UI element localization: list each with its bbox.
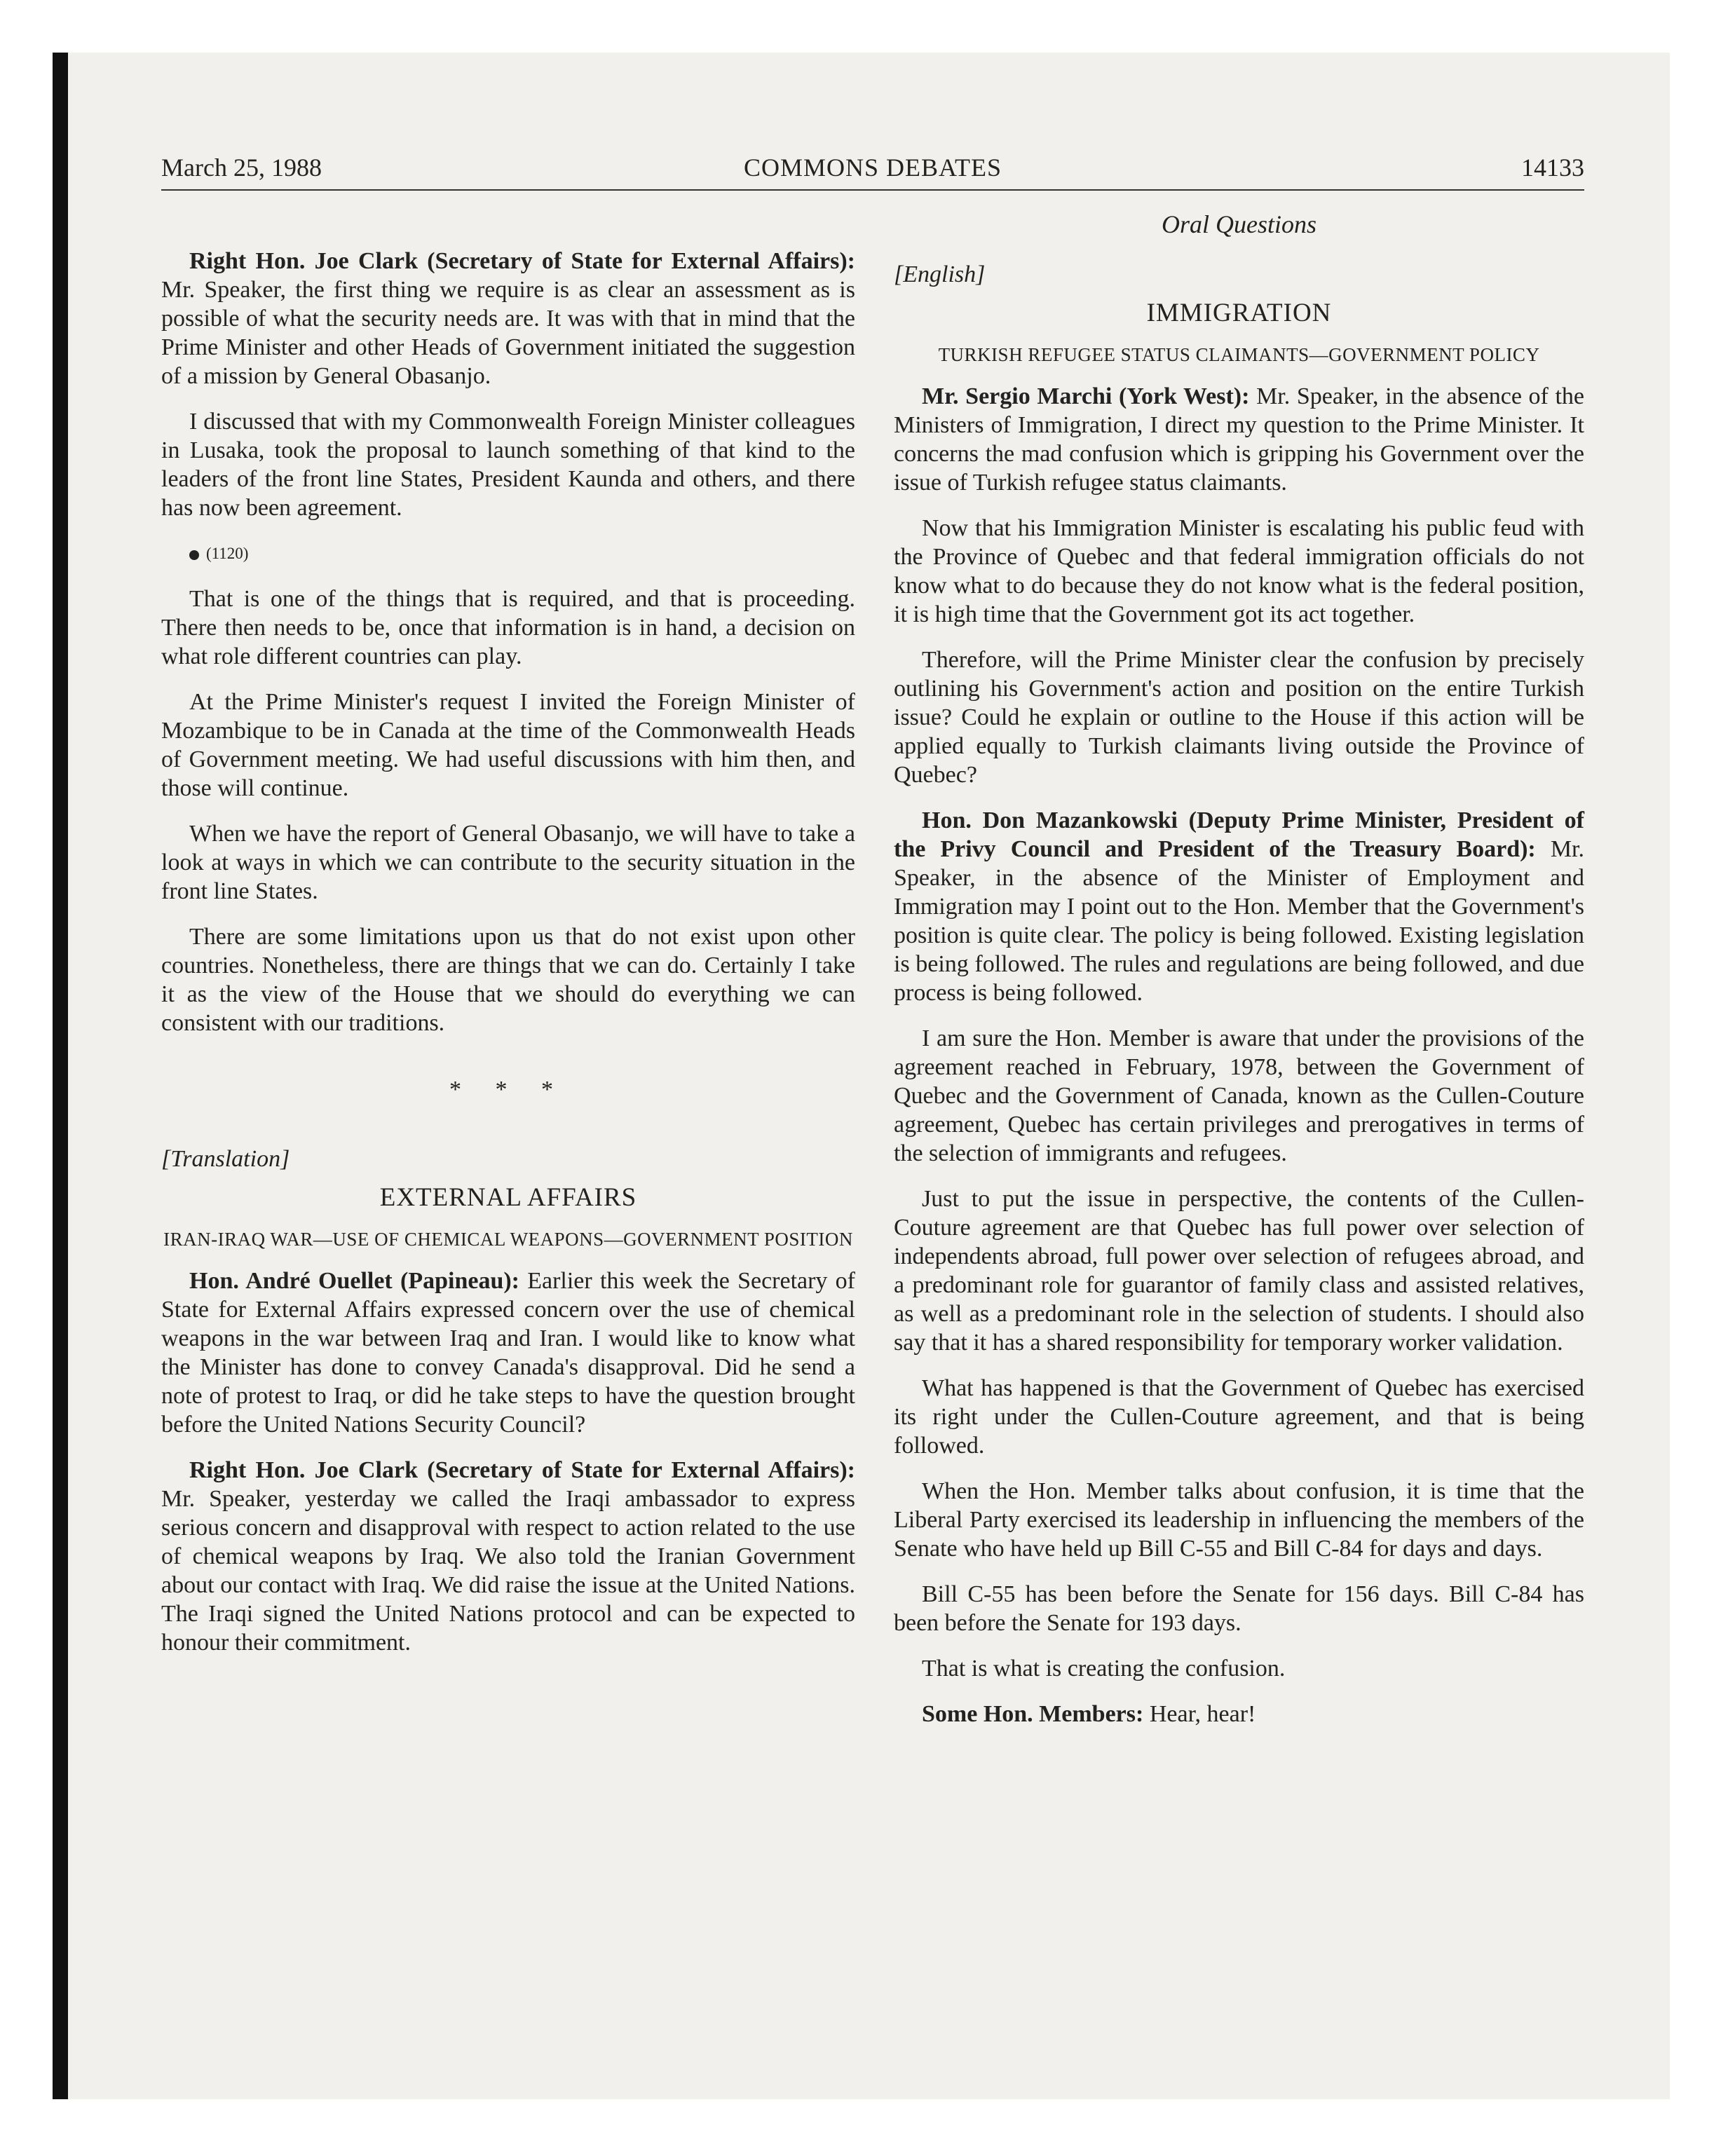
paragraph — [894, 382, 1584, 497]
paragraph: I discussed that with my Commonwealth Foreign Minister colleagues in Lusaka, took the proposal to launch something of that kind to the leaders of the front line States, President Kaunda and others, and there has now been agreement. — [161, 409, 855, 521]
speech-text: Mr. Speaker, in the absence of the Ministers of Immigration, I direct my question to the Prime Minister. It concerns the mad confusion which is gripping his Government over the issue of Turkish refugee status claimants. — [894, 383, 1584, 496]
paragraph: Therefore, will the Prime Minister clear the confusion by precisely outlining his Government's action and position on the entire Turkish issue? Could he explain or outline to the House if this action will be applied equally to Turkish claimants living outside the Province of Quebec? — [894, 647, 1584, 788]
header-title: COMMONS DEBATES — [743, 153, 1002, 182]
paragraph: At the Prime Minister's request I invited the Foreign Minister of Mozambique to be in Canada at the time of the Commonwealth Heads of Government meeting. We had useful discussions with him then, and those will continue. — [161, 689, 855, 801]
paragraph: I am sure the Hon. Member is aware that under the provisions of the agreement reached in February, 1978, between the Government of Quebec and the Government of Canada, known as the Cullen-Couture agreement, Quebec has certain privileges and prerogatives in terms of the selection of immigrants and refugees. — [894, 1025, 1584, 1166]
left-column — [161, 210, 855, 1674]
speaker-name: Right Hon. Joe Clark (Secretary of State for External Affairs): — [189, 1457, 855, 1483]
page-subheading: Oral Questions — [1161, 210, 1316, 238]
speaker-name: Some Hon. Members: — [922, 1701, 1144, 1727]
binding-edge — [53, 53, 68, 2099]
speaker-name: Right Hon. Joe Clark (Secretary of State for External Affairs): — [189, 248, 855, 274]
header-page-number: 14133 — [1521, 153, 1584, 182]
section-separator: * * * — [449, 1077, 567, 1103]
bullet-icon — [189, 550, 199, 560]
speech-text: Mr. Speaker, the first thing we require is as clear an assessment as is possible of what the security needs are. It was with that in mind that the Prime Minister and other Heads of Government initiated the suggestion of a mission by General Obasanjo. — [161, 277, 855, 389]
paragraph — [894, 1700, 1584, 1728]
paragraph: Just to put the issue in perspective, the contents of the Cullen-Couture agreement are that Quebec has full power over selection of independents abroad, full power over selection of refugees abroad, and a predominant role for guarantor of family class and assisted relatives, as well as a predominant role in the selection of students. I should also say that it has a shared responsibility for temporary worker validation. — [894, 1186, 1584, 1356]
paragraph — [894, 806, 1584, 1007]
paragraph: When the Hon. Member talks about confusion, it is time that the Liberal Party exercised its leadership in influencing the members of the Senate who have held up Bill C-55 and Bill C-84 for days and days. — [894, 1478, 1584, 1562]
paragraph: That is what is creating the confusion. — [922, 1656, 1286, 1681]
section-title: IMMIGRATION — [1146, 299, 1332, 327]
speaker-name: Mr. Sergio Marchi (York West): — [922, 383, 1250, 409]
paragraph: What has happened is that the Government of Quebec has exercised its right under the Cullen-Couture agreement, and that is being followed. — [894, 1375, 1584, 1459]
paragraph: When we have the report of General Obasanjo, we will have to take a look at ways in which we can contribute to the security situation in the front line States. — [161, 821, 855, 904]
speech-text: Hear, hear! — [1143, 1701, 1256, 1727]
paragraph — [161, 247, 855, 390]
language-tag: [English] — [894, 261, 986, 287]
topic-heading: TURKISH REFUGEE STATUS CLAIMANTS—GOVERNMENT POLICY — [938, 344, 1540, 365]
speaker-name: Hon. Don Mazankowski (Deputy Prime Minister, President of the Privy Council and President of the Treasury Board): — [894, 807, 1584, 862]
paragraph — [161, 1456, 855, 1657]
paragraph: Now that his Immigration Minister is escalating his public feud with the Province of Quebec and that federal immigration officials do not know what to do because they do not know what is the federal position, it is high time that the Government got its act together. — [894, 515, 1584, 627]
header-date: March 25, 1988 — [161, 153, 322, 182]
paragraph: Bill C-55 has been before the Senate for 156 days. Bill C-84 has been before the Senate for 193 days. — [894, 1581, 1584, 1636]
speech-text: Earlier this week the Secretary of State for External Affairs expressed concern over the use of chemical weapons in the war between Iraq and Iran. I would like to know what the Minister has done to convey Canada's disapproval. Did he send a note of protest to Iraq, or did he take steps to have the question brought before the United Nations Security Council? — [161, 1268, 855, 1438]
running-head — [161, 153, 1584, 191]
section-title: EXTERNAL AFFAIRS — [379, 1183, 637, 1212]
paragraph: That is one of the things that is required, and that is proceeding. There then needs to be, once that information is in hand, a decision on what role different countries can play. — [161, 586, 855, 669]
speech-text: Mr. Speaker, yesterday we called the Iraqi ambassador to express serious concern and disapproval with respect to action related to the use of chemical weapons by Iraq. We also told the Iranian Government about our contact with Iraq. We did raise the issue at the United Nations. The Iraqi signed the United Nations protocol and can be expected to honour their commitment. — [161, 1486, 855, 1656]
time-marker-text: (1120) — [206, 545, 249, 562]
topic-heading: IRAN-IRAQ WAR—USE OF CHEMICAL WEAPONS—GOVERNMENT POSITION — [163, 1229, 853, 1250]
speaker-name: Hon. André Ouellet (Papineau): — [189, 1268, 519, 1294]
speech-text: Mr. Speaker, in the absence of the Minister of Employment and Immigration may I point out to the Hon. Member that the Government's position is quite clear. The policy is being followed. Existing legislation is being followed. The rules and regulations are being followed, and due process is being followed. — [894, 836, 1584, 1006]
language-tag: [Translation] — [161, 1146, 290, 1172]
paragraph — [161, 1267, 855, 1439]
time-marker — [161, 539, 855, 568]
paragraph: There are some limitations upon us that do not exist upon other countries. Nonetheless, there are things that we can do. Certainly I take it as the view of the House that we should do everything we can consistent with our traditions. — [161, 924, 855, 1036]
right-column — [894, 210, 1584, 1745]
